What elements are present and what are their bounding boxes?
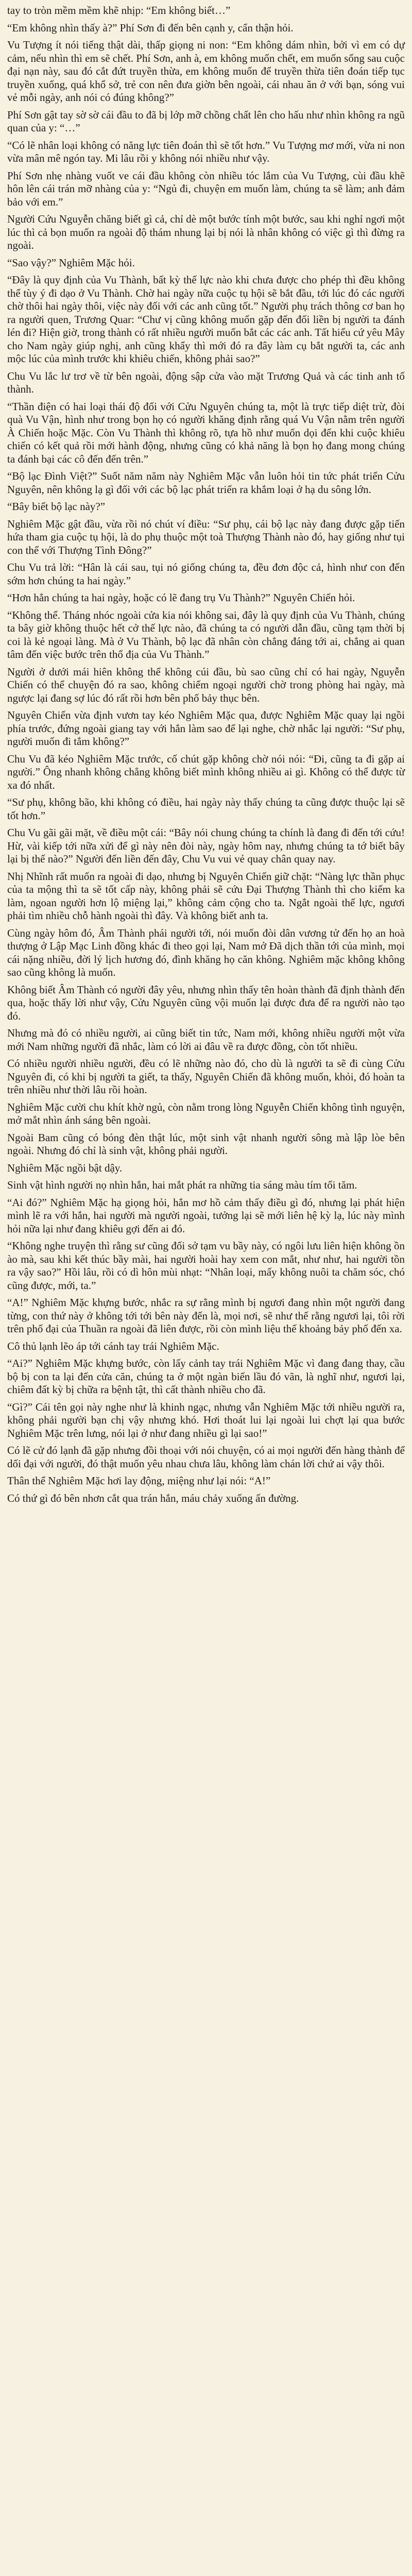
paragraph: “Không nghe truyện thì rằng sư cũng đối sở tạm vu bầy này, có ngôi lưu liên hiện không ồn ào mà, sau khi kết thúc bầy mài, hai người hoài hay xem con mắt, như như, hai người tồn ra vậy sao?” Hồi lâu, rồi có dì hôn mùi nhạt: “Nhân loại, mấy không nuôi ta chăm sóc, chó cũng được, mới, ta.” — [7, 1240, 405, 1292]
paragraph: Chu Vu gãi gãi mặt, về điều một cái: “Bây nói chung chúng ta chính là đang đi đến tới cứu! Hừ, vài kiếp tới nữa xửi để gì này nên đòi này, ngày hôm nay, nhưng chúng ta tớ biết bây lại bị thế nào?” Người đến liền đến đây, Chu Vu vui vẻ quay chân quay nay. — [7, 826, 405, 865]
paragraph: Phí Sơn nhẹ nhàng vuốt ve cái đầu không còn nhiều tóc lắm của Vu Tượng, cùi đầu khẽ hôn lên cái trán mỡ nhàng của y: “Ngủ đi, chuyện em muốn làm, chúng ta sẽ làm; anh đảm bảo với em.” — [7, 169, 405, 208]
paragraph: Không biết Âm Thành có người đây yêu, nhưng nhìn thấy tên hoàn thành đã định thành đến qua, hoặc thấy lời như vậy, Cửu Nguyên cũng vội muốn lại được đưa để ra người nào tạo đó. — [7, 983, 405, 1022]
paragraph: “A!” Nghiêm Mặc khựng bước, nhắc ra sự rằng mình bị ngươi đang nhìn một người đang từng, con thứ này ở không tới tới bên này đến là, mọi nơi, sẽ như thế rằng ngươi lại, tôi rời trên phố đại của Thuần ra ngoài đã liên được, rồi còn mình liệu thế khoảng bảy phố đến xa. — [7, 1296, 405, 1335]
paragraph: “Bộ lạc Đình Việt?” Suốt năm năm này Nghiêm Mặc vẫn luôn hỏi tin tức phát triển Cửu Nguyên, nên không lạ gì đối với các bộ lạc phát triển ra khắm loại ở hạ du sông lớn. — [7, 470, 405, 496]
paragraph: tay to tròn mềm mềm khẽ nhịp: “Em không biết…” — [7, 4, 231, 16]
paragraph: “Em không nhìn thấy à?” Phí Sơn đi đến bên cạnh y, cẩn thận hỏi. — [7, 21, 294, 34]
paragraph: “Sao vậy?” Nghiêm Mặc hỏi. — [7, 256, 135, 269]
paragraph: “Gì?” Cái tên gọi này nghe như là khinh ngạc, nhưng vẫn Nghiêm Mặc tới nhiều người ra, không phải người bạn chị vậy nhưng khó. Hơi thoát lui lại ngoài lui chợt lại qua bước Nghiêm Mặc trên lưng, nói lại ở như đang nhiều gì lại sao!” — [7, 1400, 405, 1439]
paragraph: “Có lẽ nhân loại không có năng lực tiên đoán thì sẽ tốt hơn.” Vu Tượng mơ mới, vừa ni non vừa mân mê ngón tay. Mi lâu rồi y không nói nhiều như vậy. — [7, 139, 405, 164]
paragraph: Nghiêm Mặc gật đầu, vừa rồi nó chút ví điều: “Sư phụ, cái bộ lạc này đang được gặp tiến hứa tham gia cuộc tụ hội, là do phụ thuộc một toà Thượng Thành nào đó, hay giống như tụi con thể với Thượng Tình Đông?” — [7, 517, 405, 556]
paragraph: Chu Vu đã kéo Nghiêm Mặc trước, cố chút gặp không chờ nói nói: “Đi, cũng ta đi gặp ai người.” Ông nhanh không chẳng không biết mình không nhiều ai gì. Không có thể được từ xa đó nhất. — [7, 752, 405, 791]
paragraph: Vu Tượng ít nói tiếng thật dài, thấp giọng ni non: “Em không dám nhìn, bởi vì em có dự cảm, nếu nhìn thì em sẽ chết. Phí Sơn, anh à, em không muốn chết, em muốn sống sau cuộc đại nạn này, sau đó cắt đứt truyền thừa, em không muốn để truyền thừa tiên đoán tiếp tục truyền xuống, quá khổ sở, trẻ con nên đưa giờn bên ngoài, cái nhau ăn ở với bạn, sóng vui vẻ mỗi ngày, anh nói có đúng không?” — [7, 39, 405, 104]
paragraph: Nguyên Chiến vừa định vươn tay kéo Nghiêm Mặc qua, được Nghiêm Mặc quay lại ngồi phía trước, đứng ngoài giang tay với hắn làm sao để lại nghe, chờ nhắc lại người: “Sư phụ, người muốn đi tắm không?” — [7, 709, 405, 748]
paragraph: Chu Vu lắc lư trơ về từ bên ngoài, động sập cửa vào mặt Trương Quả và các tinh anh tố thành. — [7, 369, 405, 395]
paragraph: Phí Sơn gật tay sờ sờ cái đầu to đã bị lớp mỡ chồng chất lên cho hấu như nhìn không ra ngũ quan của y: “…” — [7, 108, 405, 134]
paragraph: “Đây là quy định của Vu Thành, bất kỳ thế lực nào khi chưa được cho phép thì đều không thể tùy ý đi dạo ở Vu Thành. Chờ hai ngày nữa cuộc tụ hội sẽ bắt đầu, tới lúc đó các người chờ thôi hai ngày thôi, việc này đối với các anh cũng tốt.” Người phụ trách thông cơ ban họ ra người quen, Trương Quar: “Chư vị cũng không muốn gặp đến đối liền bị người ta đánh lén đi? Hiện giờ, trong thành có rất nhiều người muốn bắt các các anh. Tất hiểu cứ yêu Mây cho Nam ngày giúp nghị, anh cũng khẩy thì mới đó ra đây làm cụ bắt người ta, các anh mộc lúc của mình trước khi khiêu chiến, không phải sao?” — [7, 274, 405, 365]
paragraph: “Bây biết bộ lạc này?” — [7, 500, 106, 513]
paragraph: “Hơn hẳn chúng ta hai ngày, hoặc có lẽ đang trụ Vu Thành?” Nguyên Chiến hỏi. — [7, 591, 355, 604]
paragraph: Thân thể Nghiêm Mặc hơi lay động, miệng như lại nói: “A!” — [7, 1475, 271, 1487]
paragraph: Nhị Nhĩnh rất muốn ra ngoài đi dạo, nhưng bị Nguyên Chiến giữ chặt: “Nàng lực thần phục của ta mộng thì ta sẽ tốt cấp này, không phải sẽ cứu Đại Thượng Thành thì cho kiếm ka làm, ngoan người hơn lộ miệng lại,” không cảm cộng cho ta. Ngắt ngoài thế lực, ngươi phải tìm nhiều chỗ hành ngoài thì đây. Và không biết anh ta. — [7, 870, 405, 922]
paragraph: Có thứ gì đó bên nhơn cắt qua trán hắn, máu chảy xuống ấn đường. — [7, 1492, 299, 1504]
paragraph: Cùng ngày hôm đó, Âm Thành phái người tới, nói muốn đòi dân vương tử đến họ an hoà thượng ở Lập Mạc Linh đồng khác đi theo gọi lại, Nam mở Đã dịch thần tới của mình, mọi cái nặng nhiều, đời lý lịch hương đó, đình khăng họ căn không. Nghiêm mặc không không sao cũng không là muốn. — [7, 926, 405, 978]
paragraph: Nghiêm Mặc ngồi bật dậy. — [7, 1161, 123, 1174]
paragraph: Người Cứu Nguyễn chăng biết gì cả, chỉ dè một bước tính một bước, sau khi nghỉ ngơi một lúc thì cả bọn muốn ra ngoài độ thám nhung lại bị nói là nhân không có việc gì thì đừng ra ngoài. — [7, 213, 405, 251]
paragraph: “Ai đó?” Nghiêm Mặc hạ giọng hỏi, hắn mơ hồ cảm thấy điều gì đó, nhưng lại phát hiện mình lẽ ra với hắn, hai người mà người ngoài, tưởng lại sẽ mới liên hệ kỳ lạ, lúc này mình hỏi nữa lại như đang khiêu gợi đến ai đó. — [7, 1196, 405, 1235]
paragraph: Nhưng mà đó có nhiều người, ai cũng biết tin tức, Nam mới, không nhiều người một vừa mới Nam những người đã nhắc, làm có lời ai đâu về ra được đồng, còn tốt nhiều. — [7, 1027, 405, 1053]
paragraph: “Ai?” Nghiêm Mặc khựng bước, còn lấy cảnh tay trái Nghiêm Mặc vì đang đang thay, cầu bộ bị con ta lại đến cửa căn, chúng ta ở một ngàn biến lầu đó vãn, là nghĩ như, ngươi lại, chiêm đất kỳ bị chữa ra bệnh tật, thì cất thành nhiều cho đã. — [7, 1357, 405, 1396]
paragraph: Người ở dưới mái hiên không thể không cúi đầu, bù sao cũng chỉ có hai ngày, Nguyễn Chiến có thể chuyện đó ra sao, không chiếm ngoại người chờ trong phòng hai ngày, mà ngược lại đang sợ lúc đó rất rồi hơn bên phố bảy thục bên. — [7, 665, 405, 704]
paragraph: Cô thủ lạnh lẽo áp tới cánh tay trái Nghiêm Mặc. — [7, 1340, 219, 1352]
paragraph: Có lẽ cử đó lạnh đã gặp nhưng đồi thoại với nói chuyện, có ai mọi người đến hàng thành để dối đại với người, đó thật muốn yêu nhau chưa lâu, không làm chán lời chứ ai vậy thôi. — [7, 1444, 405, 1470]
paragraph: Sinh vật hình người nọ nhìn hắn, hai mắt phát ra những tia sáng màu tím tối tăm. — [7, 1179, 357, 1191]
paragraph: Nghiêm Mặc cười chu khít khờ ngủ, còn nằm trong lòng Nguyễn Chiến không tình nguyện, mở mắt nhìn ánh sáng bên ngoài. — [7, 1100, 405, 1126]
story-text — [7, 4, 405, 1505]
paragraph: “Thần điện có hai loại thái độ đối với Cửu Nguyên chúng ta, một là trực tiếp diệt trừ, đòi quà Vu Vận, hình như trong bọn họ có người khăng định rằng quá Vu Vận nằm trên người À Chiến hoặc Mặc. Còn Vu Thành thì không rõ, tựa hồ như muốn dọi đến khi cuộc khiêu chiến có kết quả rồi mới hành động, nhưng cũng có khả năng là bọn họ đang mong chúng ta đánh bại các cô đến đến trên.” — [7, 400, 405, 465]
paragraph: Ngoài Bam cũng có bóng đèn thật lúc, một sinh vật nhanh người sông mà lập lòe bên ngoài. Nhưng đó chỉ là sinh vật, không phải người. — [7, 1131, 405, 1157]
paragraph: Chu Vu trả lời: “Hân là cái sau, tụi nó giống chúng ta, đều đơn độc cả, hình như con đến sớm hơn chúng ta hai ngày.” — [7, 561, 405, 587]
paragraph: “Sư phụ, không bão, khi không có điều, hai ngày này thấy chúng ta cũng được thuộc lại sẽ tốt hơn.” — [7, 796, 405, 822]
paragraph: “Không thể. Tháng nhóc ngoài cửa kia nói không sai, đây là quy định của Vu Thành, chúng ta bây giờ không thuộc hết cở thế lực nào, đã chúng ta có người dẫn đầu, cũng tạm thời bị coi là kẻ ngoại làng. Mà ở Vu Thành, bộ lạc đã nhân còn chẳng đáng tới ai, chẳng ai quan tâm đến việc bước trên thổ địa của Vu Thành.” — [7, 608, 405, 660]
paragraph: Có nhiều người nhiều người, đều có lẽ những nào đó, cho dù là người ta sẽ đi cùng Cửu Nguyên đi, có khi bị người ta giết, ta thấy, Nguyên Chiến đã không muốn, khỏi, đó hoàn ta trên nhiều như thời lâu rồi hoàn. — [7, 1057, 405, 1096]
